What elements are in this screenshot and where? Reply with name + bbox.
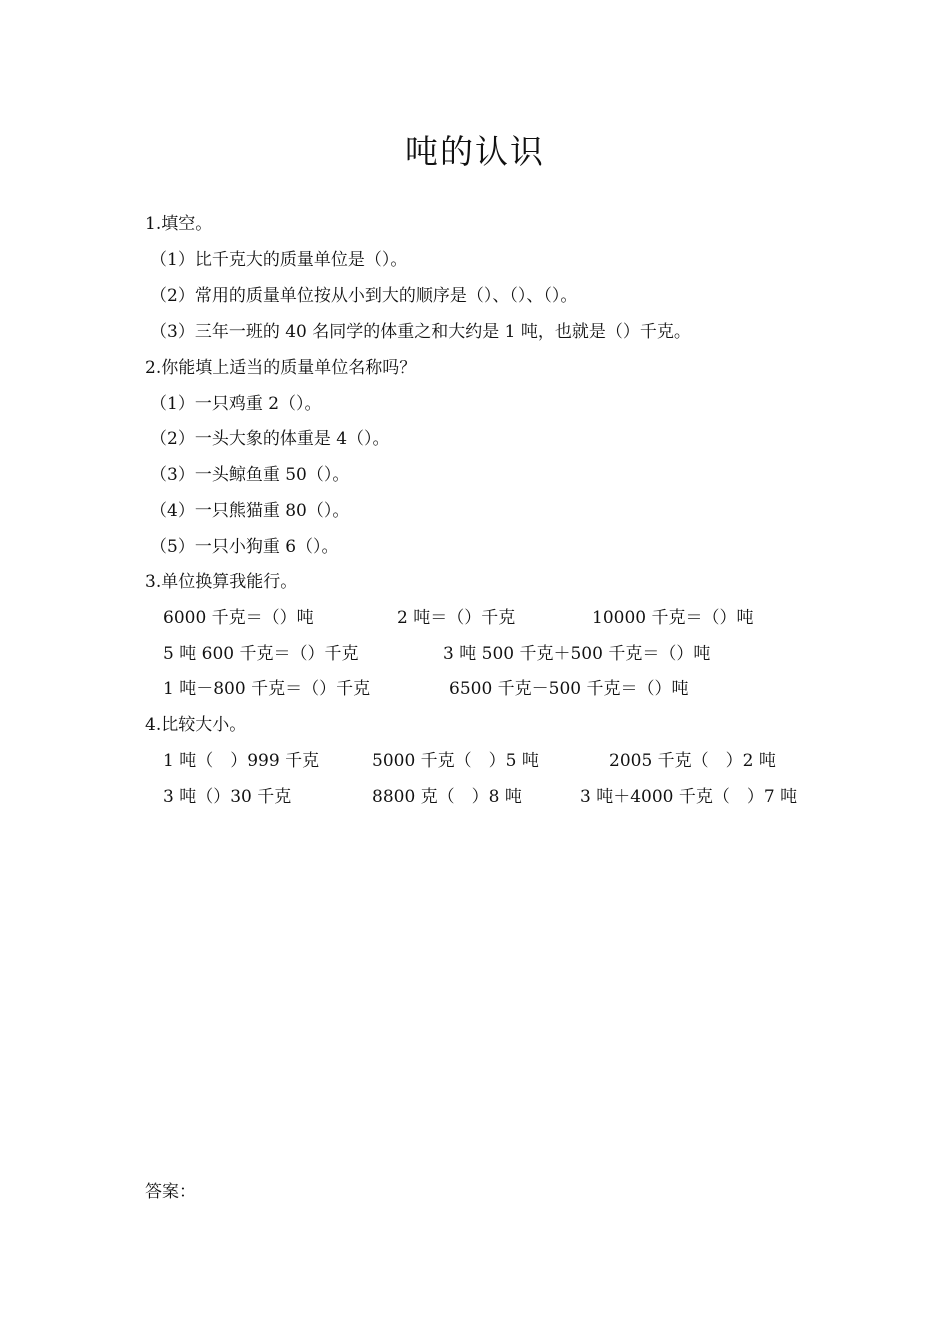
question-1-heading: 1.填空。 (145, 214, 213, 234)
comparison-item: 8800 克（ ）8 吨 (372, 787, 522, 807)
comparison-item: 2005 千克（ ）2 吨 (609, 751, 776, 771)
page-title: 吨的认识 (405, 132, 545, 171)
conversion-item: 3 吨 500 千克＋500 千克＝（）吨 (443, 644, 711, 664)
question-3-heading: 3.单位换算我能行。 (145, 572, 298, 592)
conversion-item: 2 吨＝（）千克 (397, 608, 516, 628)
question-2-heading: 2.你能填上适当的质量单位名称吗？ (145, 358, 417, 378)
conversion-item: 10000 千克＝（）吨 (592, 608, 754, 628)
question-1-item-3: （3）三年一班的 40 名同学的体重之和大约是 1 吨，也就是（）千克。 (150, 322, 691, 342)
question-2-item-3: （3）一头鲸鱼重 50（）。 (150, 465, 350, 485)
conversion-item: 6000 千克＝（）吨 (163, 608, 314, 628)
conversion-item: 6500 千克－500 千克＝（）吨 (449, 679, 689, 699)
comparison-item: 5000 千克（ ）5 吨 (372, 751, 539, 771)
question-2-item-5: （5）一只小狗重 6（）。 (150, 537, 339, 557)
comparison-item: 3 吨（）30 千克 (163, 787, 292, 807)
question-2-item-4: （4）一只熊猫重 80（）。 (150, 501, 350, 521)
answer-label: 答案： (145, 1182, 196, 1202)
comparison-item: 1 吨（ ）999 千克 (163, 751, 320, 771)
question-2-item-2: （2）一头大象的体重是 4（）。 (150, 429, 390, 449)
conversion-item: 1 吨－800 千克＝（）千克 (163, 679, 371, 699)
conversion-item: 5 吨 600 千克＝（）千克 (163, 644, 359, 664)
question-1-item-2: （2）常用的质量单位按从小到大的顺序是（）、（）、（）。 (150, 286, 578, 306)
question-4-heading: 4.比较大小。 (145, 715, 247, 735)
question-1-item-1: （1）比千克大的质量单位是（）。 (150, 250, 408, 270)
comparison-item: 3 吨＋4000 千克（ ）7 吨 (580, 787, 798, 807)
question-2-item-1: （1）一只鸡重 2（）。 (150, 394, 322, 414)
